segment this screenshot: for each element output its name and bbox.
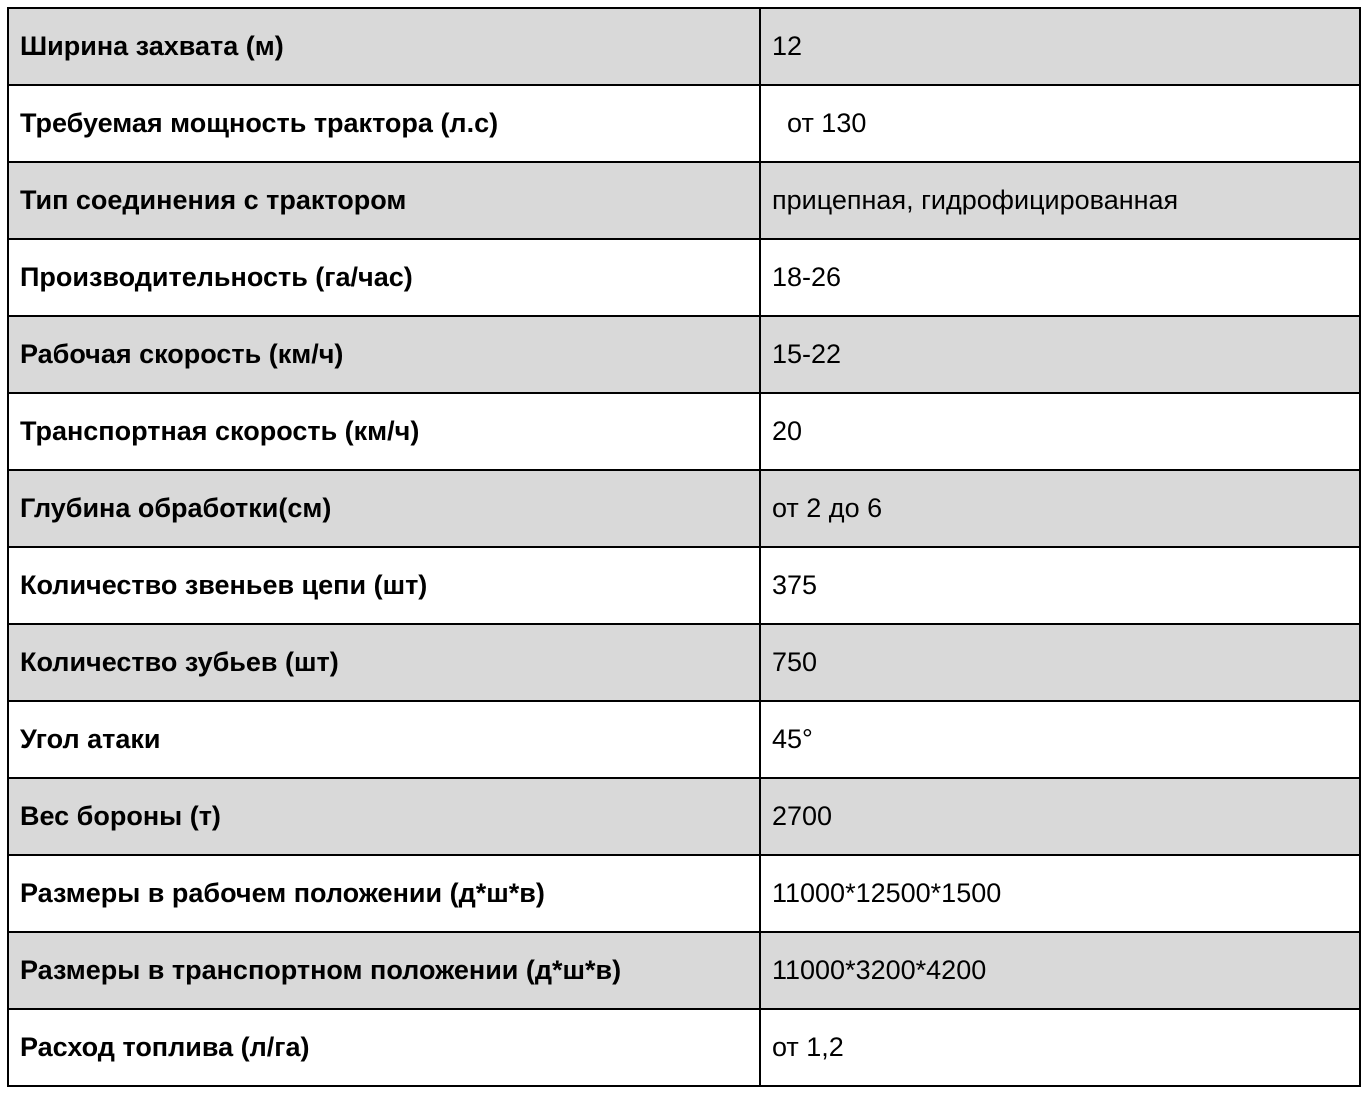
spec-label: Количество зубьев (шт): [8, 624, 760, 701]
table-row: [8, 239, 1360, 316]
spec-label: Вес бороны (т): [8, 778, 760, 855]
table-row: [8, 778, 1360, 855]
spec-value: 12: [760, 8, 1360, 85]
spec-label: Расход топлива (л/га): [8, 1009, 760, 1086]
spec-value: от 2 до 6: [760, 470, 1360, 547]
spec-value: 11000*12500*1500: [760, 855, 1360, 932]
spec-value: от 130: [760, 85, 1360, 162]
table-row: [8, 547, 1360, 624]
spec-value: 11000*3200*4200: [760, 932, 1360, 1009]
table-row: [8, 316, 1360, 393]
spec-value: от 1,2: [760, 1009, 1360, 1086]
table-row: [8, 701, 1360, 778]
spec-value: 18-26: [760, 239, 1360, 316]
spec-label: Угол атаки: [8, 701, 760, 778]
spec-value: 20: [760, 393, 1360, 470]
spec-label: Количество звеньев цепи (шт): [8, 547, 760, 624]
spec-label: Производительность (га/час): [8, 239, 760, 316]
table-row: [8, 932, 1360, 1009]
spec-value: 375: [760, 547, 1360, 624]
spec-value: 2700: [760, 778, 1360, 855]
spec-value: 750: [760, 624, 1360, 701]
spec-label: Размеры в рабочем положении (д*ш*в): [8, 855, 760, 932]
table-row: [8, 624, 1360, 701]
table-row: [8, 85, 1360, 162]
spec-table: [7, 7, 1361, 1087]
spec-label: Размеры в транспортном положении (д*ш*в): [8, 932, 760, 1009]
table-row: [8, 1009, 1360, 1086]
table-row: [8, 162, 1360, 239]
spec-label: Тип соединения с трактором: [8, 162, 760, 239]
table-row: [8, 855, 1360, 932]
spec-value: 15-22: [760, 316, 1360, 393]
table-row: [8, 470, 1360, 547]
spec-label: Глубина обработки(см): [8, 470, 760, 547]
spec-value: 45°: [760, 701, 1360, 778]
spec-label: Требуемая мощность трактора (л.с): [8, 85, 760, 162]
spec-label: Рабочая скорость (км/ч): [8, 316, 760, 393]
spec-label: Транспортная скорость (км/ч): [8, 393, 760, 470]
table-row: [8, 8, 1360, 85]
spec-label: Ширина захвата (м): [8, 8, 760, 85]
spec-value: прицепная, гидрофицированная: [760, 162, 1360, 239]
table-row: [8, 393, 1360, 470]
